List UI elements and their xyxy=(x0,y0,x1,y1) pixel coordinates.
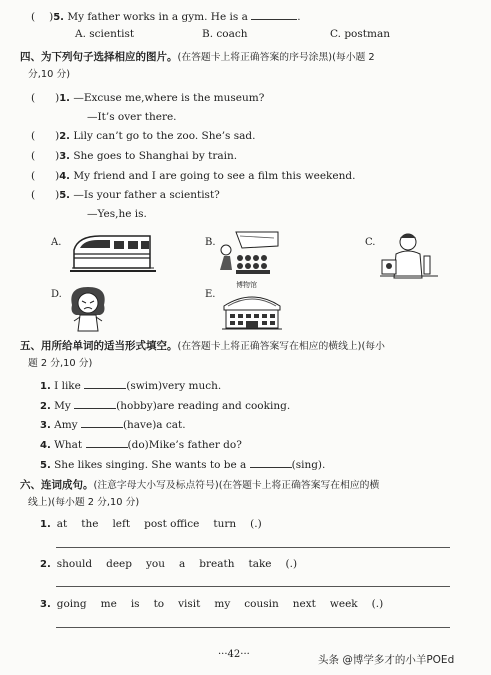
s4-item-5: ( )5. —Is your father a scientist? xyxy=(31,189,220,201)
scientist-picture xyxy=(380,230,438,280)
s5-item-2: 2. My (hobby)are reading and cooking. xyxy=(40,400,291,412)
s4-item-1: ( )1. —Excuse me,where is the museum? xyxy=(31,92,265,104)
section-5-heading: 五、用所给单词的适当形式填空。(在答题卡上将正确答案写在相应的横线上)(每小 xyxy=(20,340,385,352)
answer-blank[interactable] xyxy=(84,378,126,389)
sad-girl-picture xyxy=(66,283,110,333)
answer-blank[interactable] xyxy=(74,398,116,409)
top-question-5: ( )5. My father works in a gym. He is a . xyxy=(31,11,301,23)
page-number: ···42··· xyxy=(218,649,250,660)
s4-item-3: ( )3. She goes to Shanghai by train. xyxy=(31,150,238,162)
s4-item-5b: —Yes,he is. xyxy=(87,208,147,220)
pic-label-a: A. xyxy=(51,237,62,248)
answer-blank[interactable] xyxy=(251,9,297,20)
answer-line-1[interactable] xyxy=(56,547,450,548)
answer-blank[interactable] xyxy=(86,437,128,448)
cinema-picture xyxy=(218,230,280,276)
pic-label-e: E. xyxy=(205,289,216,300)
answer-blank[interactable] xyxy=(250,457,292,468)
museum-sign: 博物馆 xyxy=(236,281,257,289)
option-c: C. postman xyxy=(330,28,390,40)
museum-picture xyxy=(222,290,282,332)
answer-paren: ( xyxy=(31,11,36,23)
s5-item-4: 4. What (do)Mike’s father do? xyxy=(40,439,242,451)
section-4-heading: 四、为下列句子选择相应的图片。(在答题卡上将正确答案的序号涂黑)(每小题 2 xyxy=(20,51,375,63)
s4-item-2: ( )2. Lily can’t go to the zoo. She’s sad. xyxy=(31,130,256,142)
answer-blank[interactable] xyxy=(81,417,123,428)
option-b: B. coach xyxy=(202,28,248,40)
s6-item-3: 3. going me is to visit my cousin next week (.) xyxy=(40,598,384,610)
question-text: My father works in a gym. He is a xyxy=(67,11,248,23)
answer-line-3[interactable] xyxy=(56,627,450,628)
pic-label-c: C. xyxy=(365,237,376,248)
section-6-note: 线上)(每小题 2 分,10 分) xyxy=(28,497,140,508)
s6-item-2: 2. should deep you a breath take (.) xyxy=(40,558,298,570)
s4-item-1b: —It’s over there. xyxy=(87,111,177,123)
pic-label-b: B. xyxy=(205,237,216,248)
watermark: 头条 @博学多才的小羊POEd xyxy=(318,654,455,666)
s4-item-4: ( )4. My friend and I are going to see a film this weekend. xyxy=(31,170,356,182)
answer-line-2[interactable] xyxy=(56,586,450,587)
section-4-note: 分,10 分) xyxy=(28,69,71,80)
pic-label-d: D. xyxy=(51,289,62,300)
section-5-note: 题 2 分,10 分) xyxy=(28,358,93,369)
s5-item-1: 1. I like (swim)very much. xyxy=(40,380,222,392)
s5-item-3: 3. Amy (have)a cat. xyxy=(40,419,186,431)
train-picture xyxy=(70,232,156,274)
section-6-heading: 六、连词成句。(注意字母大小写及标点符号)(在答题卡上将正确答案写在相应的横 xyxy=(20,479,380,491)
s6-item-1: 1. at the left post office turn (.) xyxy=(40,518,262,530)
option-a: A. scientist xyxy=(75,28,135,40)
s5-item-5: 5. She likes singing. She wants to be a (sing). xyxy=(40,459,326,471)
